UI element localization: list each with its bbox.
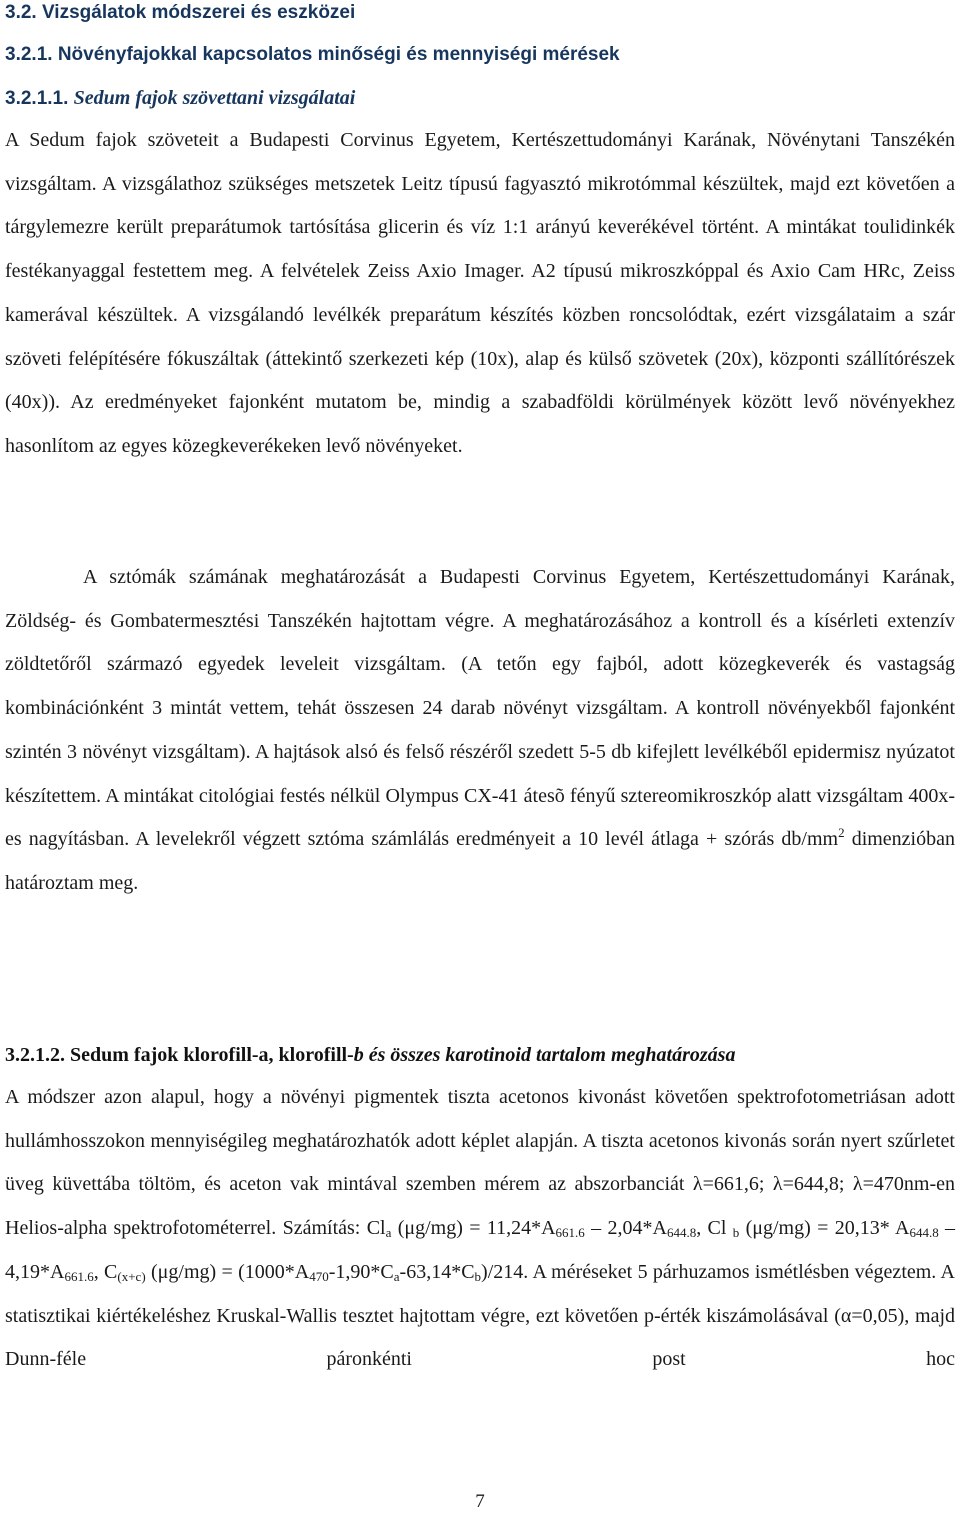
subscript: 644.8 bbox=[666, 1225, 697, 1241]
text: , C bbox=[93, 1260, 118, 1283]
subscript: b bbox=[474, 1268, 482, 1284]
page-number: 7 bbox=[475, 1491, 485, 1512]
heading-title-part-b: b és összes karotinoid tartalom meghatározása bbox=[353, 1044, 736, 1066]
subscript: 661.6 bbox=[555, 1225, 585, 1241]
text: (μg/mg) = 20,13* A bbox=[739, 1217, 910, 1240]
paragraph-stomata bbox=[5, 556, 955, 906]
subscript: (x+c) bbox=[117, 1268, 146, 1284]
subsubsection-heading-2 bbox=[5, 1044, 735, 1066]
text: )/214. A méréseket 5 párhuzamos ismétlésben végeztem. A statisztikai kiértékeléshez Kruskal-Wallis tesztet hajtottam végre, ezt követően p-érték kiszámolásával (α=0,05), majd Dunn-féle páronkénti post hoc bbox=[5, 1260, 955, 1371]
stomata-text: A sztómák számának meghatározását a Budapesti Corvinus Egyetem, Kertészettudományi Karának, Zöldség- és Gombatermesztési Tanszékén hajtottam végre. A meghatározásához a kontroll és a kísérleti extenzív zöldtetőről származó egyedek leveleit vizsgáltam. (A tetőn egy fajból, adott közegkeverék és vastagság kombinációnként 3 mintát vettem, tehát összesen 24 darab növényt vizsgáltam. A kontroll növényekből fajonként szintén 3 növényt vizsgáltam). A hajtások alsó és felső részéről szedett 5-5 db kifejlett levélkéből epidermisz nyúzatot készítettem. A mintákat citológiai festés nélkül Olympus CX-41 átesõ fényű sztereomikroszkóp alatt vizsgáltam 400x-es nagyításban. A levelekről végzett sztóma számlálás eredményeit a 10 levél átlaga + szórás db/mm bbox=[5, 566, 955, 851]
subscript: 470 bbox=[309, 1268, 329, 1284]
text: (μg/mg) = (1000*A bbox=[145, 1260, 310, 1283]
paragraph-histology: A Sedum fajok szöveteit a Budapesti Corvinus Egyetem, Kertészettudományi Karának, Növénytani Tanszékén vizsgáltam. A vizsgálathoz szükséges metszetek Leitz típusú fagyasztó mikrotómmal készültek, majd ezt követően a tárgylemezre került preparátumok tartósítása glicerin és víz 1:1 arányú keverékével történt. A mintákat toulidinkék festékanyaggal festettem meg. A felvételek Zeiss Axio Imager. A2 típusú mikroszkóppal és Axio Cam HRc, Zeiss kamerával készültek. A vizsgálandó levélkék preparátum készítés közben roncsolódtak, ezért vizsgálataim a szár szöveti felépítésére fókuszáltak (áttekintő szerkezeti kép (10x), alap és külső szövetek (20x), központi szállítórészek (40x)). Az eredményeket fajonként mutatom be, mindig a szabadföldi körülmények között levő növényekhez hasonlítom az egyes közegkeverékeken levő növényeket. bbox=[5, 129, 955, 457]
stomata-text-end: dimenzióban határoztam meg. bbox=[5, 828, 955, 894]
heading-number: 3.2.1.2. bbox=[5, 1044, 65, 1066]
text: -63,14*C bbox=[399, 1260, 475, 1283]
subscript: a bbox=[385, 1225, 392, 1241]
subscript: 644.8 bbox=[909, 1225, 939, 1241]
subsection-heading: 3.2.1. Növényfajokkal kapcsolatos minőségi és mennyiségi mérések bbox=[5, 44, 620, 65]
text: -1,90*C bbox=[328, 1260, 394, 1283]
text: (μg/mg) = 11,24*A bbox=[391, 1217, 556, 1240]
subsubsection-heading bbox=[5, 87, 355, 110]
text: – 4,19*A bbox=[5, 1217, 956, 1283]
paragraph-chlorophyll bbox=[5, 1076, 955, 1382]
text: – 2,04*A bbox=[584, 1217, 667, 1240]
text: A módszer azon alapul, hogy a növényi pigmentek tiszta acetonos kivonást követően spektrofotometriásan adott hullámhosszokon mennyiségileg meghatározhatók adott képlet alapján. A tiszta acetonos kivonás során nyert szűrletet üveg küvettába töltöm, és aceton vak mintával szemben mérem az abszorbanciát λ=661,6; λ=644,8; λ=470nm-en Helios-alpha spektrofotométerrel. Számítás: Cl bbox=[5, 1086, 955, 1240]
subscript: a bbox=[393, 1268, 400, 1284]
heading-title-part-a: Sedum fajok klorofill-a, klorofill- bbox=[70, 1044, 354, 1066]
subscript: 661.6 bbox=[64, 1268, 94, 1284]
section-heading: 3.2. Vizsgálatok módszerei és eszközei bbox=[5, 2, 356, 23]
superscript: 2 bbox=[838, 825, 845, 841]
heading-number: 3.2.1.1. bbox=[5, 88, 69, 109]
text: , Cl bbox=[696, 1217, 733, 1240]
heading-title: Sedum fajok szövettani vizsgálatai bbox=[73, 87, 356, 109]
subscript: b bbox=[732, 1225, 740, 1241]
